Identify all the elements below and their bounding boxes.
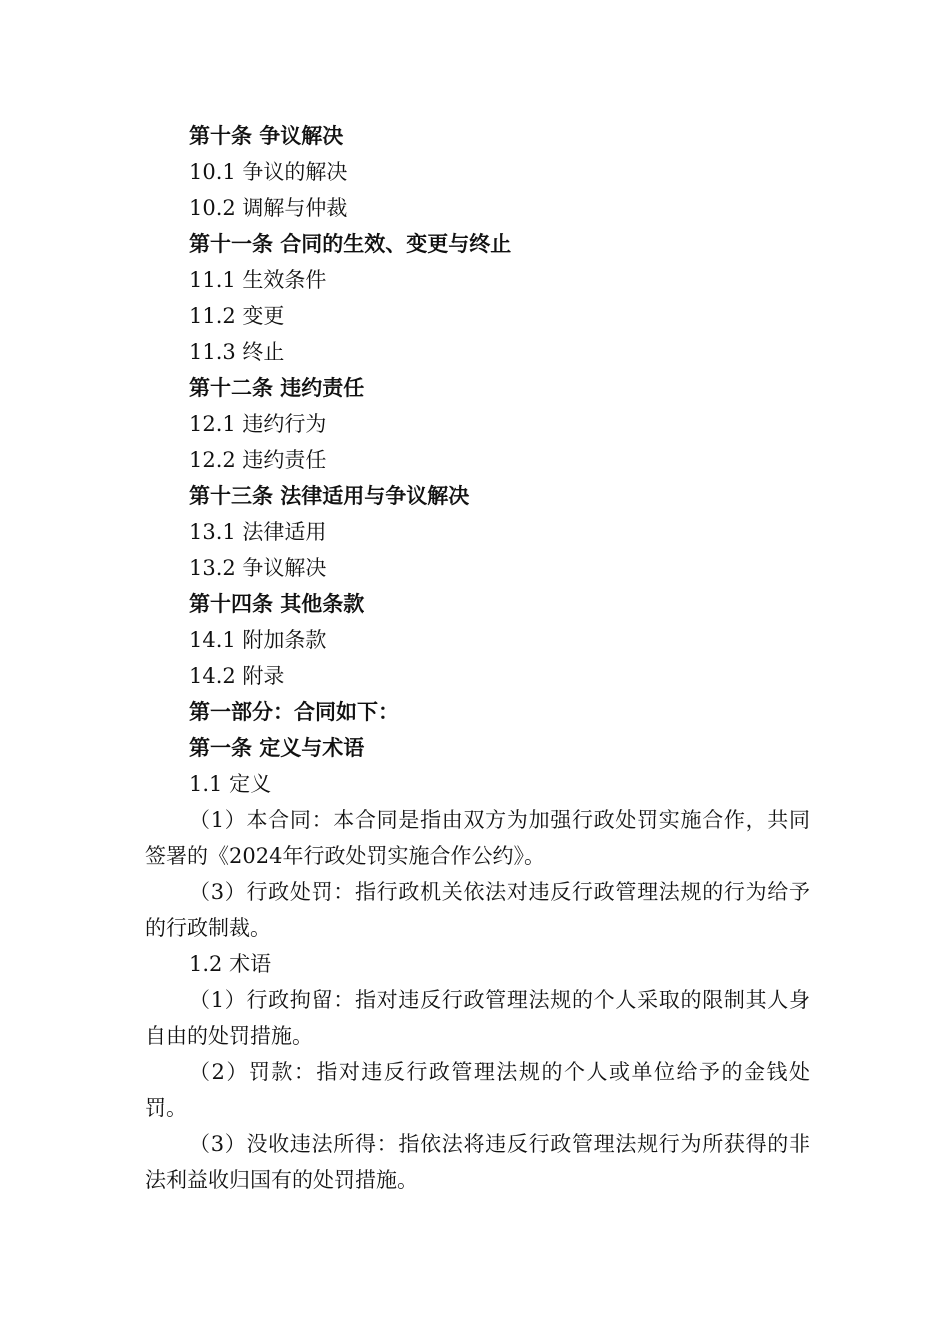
toc-item-14-2: 14.2 附录	[189, 664, 285, 688]
toc-heading-article-12: 第十二条 违约责任	[189, 376, 365, 400]
article-1-title: 第一条 定义与术语	[189, 736, 365, 760]
definition-contract: （1）本合同：本合同是指由双方为加强行政处罚实施合作，共同签署的《2024年行政处罚实施合作公约》。	[145, 808, 810, 868]
toc-heading-article-11: 第十一条 合同的生效、变更与终止	[189, 232, 512, 256]
term-confiscation: （3）没收违法所得：指依法将违反行政管理法规行为所获得的非法利益收归国有的处罚措施。	[145, 1132, 810, 1192]
toc-item-11-2: 11.2 变更	[189, 304, 285, 328]
toc-item-13-1: 13.1 法律适用	[189, 520, 327, 544]
toc-item-13-2: 13.2 争议解决	[189, 556, 327, 580]
toc-item-12-2: 12.2 违约责任	[189, 448, 327, 472]
toc-heading-article-14: 第十四条 其他条款	[189, 592, 365, 616]
toc-item-10-1: 10.1 争议的解决	[189, 160, 348, 184]
section-1-1-title: 1.1 定义	[189, 772, 272, 796]
term-administrative-detention: （1）行政拘留：指对违反行政管理法规的个人采取的限制其人身自由的处罚措施。	[145, 988, 810, 1048]
term-fine: （2）罚款：指对违反行政管理法规的个人或单位给予的金钱处罚。	[145, 1060, 810, 1120]
section-1-2-title: 1.2 术语	[189, 952, 272, 976]
toc-item-10-2: 10.2 调解与仲裁	[189, 196, 348, 220]
toc-item-11-1: 11.1 生效条件	[189, 268, 327, 292]
document-content	[145, 118, 810, 1198]
part-title: 第一部分：合同如下：	[189, 700, 399, 724]
toc-item-12-1: 12.1 违约行为	[189, 412, 327, 436]
definition-administrative-penalty: （3）行政处罚：指行政机关依法对违反行政管理法规的行为给予的行政制裁。	[145, 880, 810, 940]
toc-item-11-3: 11.3 终止	[189, 340, 285, 364]
toc-heading-article-13: 第十三条 法律适用与争议解决	[189, 484, 470, 508]
toc-item-14-1: 14.1 附加条款	[189, 628, 327, 652]
toc-heading-article-10: 第十条 争议解决	[189, 124, 344, 148]
